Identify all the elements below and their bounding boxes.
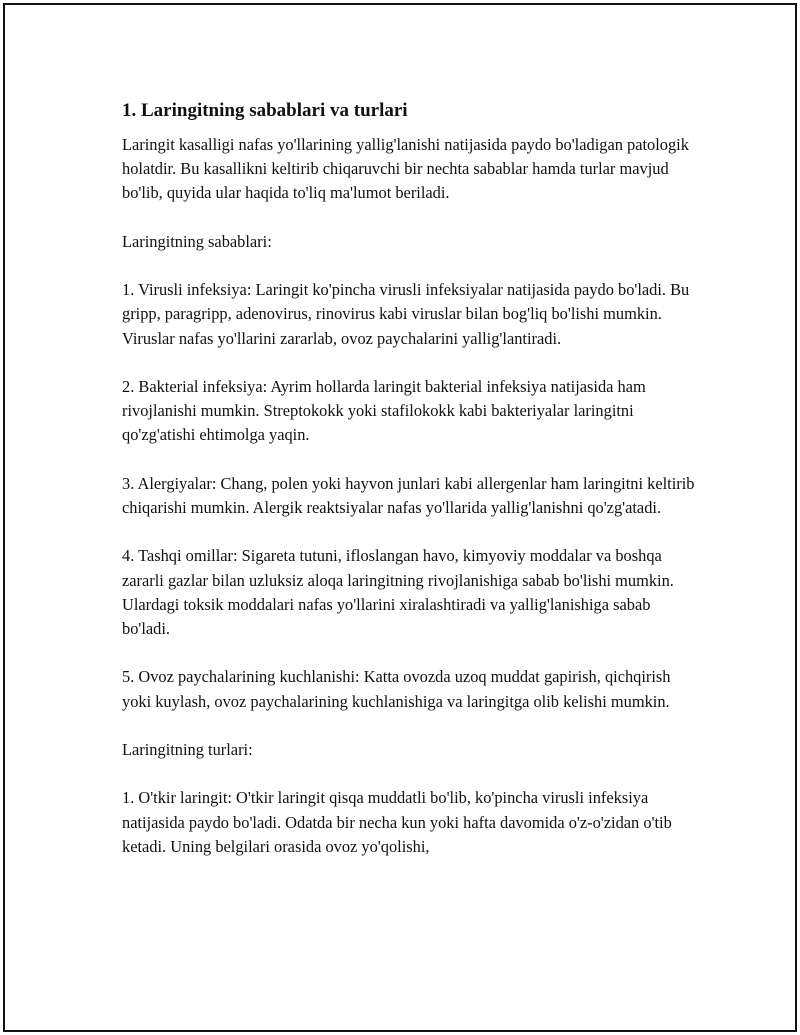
cause-vocal-strain: 5. Ovoz paychalarining kuchlanishi: Katta ovozda uzoq muddat gapirish, qichqirish yoki kuylash, ovoz paychalarining kuchlanishiga va laringitga olib kelishi mumkin. bbox=[122, 667, 671, 711]
type-acute-laryngitis: 1. O'tkir laringit: O'tkir laringit qisqa muddatli bo'lib, ko'pincha virusli infeksiya natijasida paydo bo'ladi. Odatda bir necha kun yoki hafta davomida o'z-o'zidan o'tib ketadi. Uning belgilari orasida ovoz yo'qolishi, bbox=[122, 788, 672, 856]
document-body bbox=[122, 99, 697, 883]
intro-paragraph: Laringit kasalligi nafas yo'llarining yallig'lanishi natijasida paydo bo'ladigan patologik holatdir. Bu kasallikni keltirib chiqaruvchi bir nechta sabablar hamda turlar mavjud bo'lib, quyida ular haqida to'liq ma'lumot beriladi. bbox=[122, 135, 689, 203]
cause-allergies: 3. Alergiyalar: Chang, polen yoki hayvon junlari kabi allergenlar ham laringitni keltirib chiqarishi mumkin. Alergik reaktsiyalar nafas yo'llarida yallig'lanishni qo'zg'atadi. bbox=[122, 473, 695, 517]
document-page bbox=[3, 3, 797, 1032]
cause-bacterial-infection: 2. Bakterial infeksiya: Ayrim hollarda laringit bakterial infeksiya natijasida ham rivojlanishi mumkin. Streptokokk yoki stafilokokk kabi bakteriyalar laringitni qo'zg'atishi ehtimolga yaqin. bbox=[122, 376, 646, 445]
cause-external-factors: 4. Tashqi omillar: Sigareta tutuni, ifloslangan havo, kimyoviy moddalar va boshqa zararli gazlar bilan uzluksiz aloqa laringitning rivojlanishiga sabab bo'lishi mumkin. Ulardagi toksik moddalari nafas yo'llarini xiralashtiradi va yallig'lanishiga sabab bo'ladi. bbox=[122, 546, 674, 638]
cause-viral-infection: 1. Virusli infeksiya: Laringit ko'pincha virusli infeksiyalar natijasida paydo bo'ladi. Bu gripp, paragripp, adenovirus, rinovirus kabi viruslar bilan bog'liq bo'lishi mumkin. Viruslar nafas yo'llarini zararlab, ovoz paychalarini yallig'lantiradi. bbox=[122, 280, 690, 348]
document-title: 1. Laringitning sabablari va turlari bbox=[122, 100, 408, 121]
types-heading: Laringitning turlari: bbox=[122, 739, 253, 759]
causes-heading: Laringitning sabablari: bbox=[122, 231, 272, 251]
